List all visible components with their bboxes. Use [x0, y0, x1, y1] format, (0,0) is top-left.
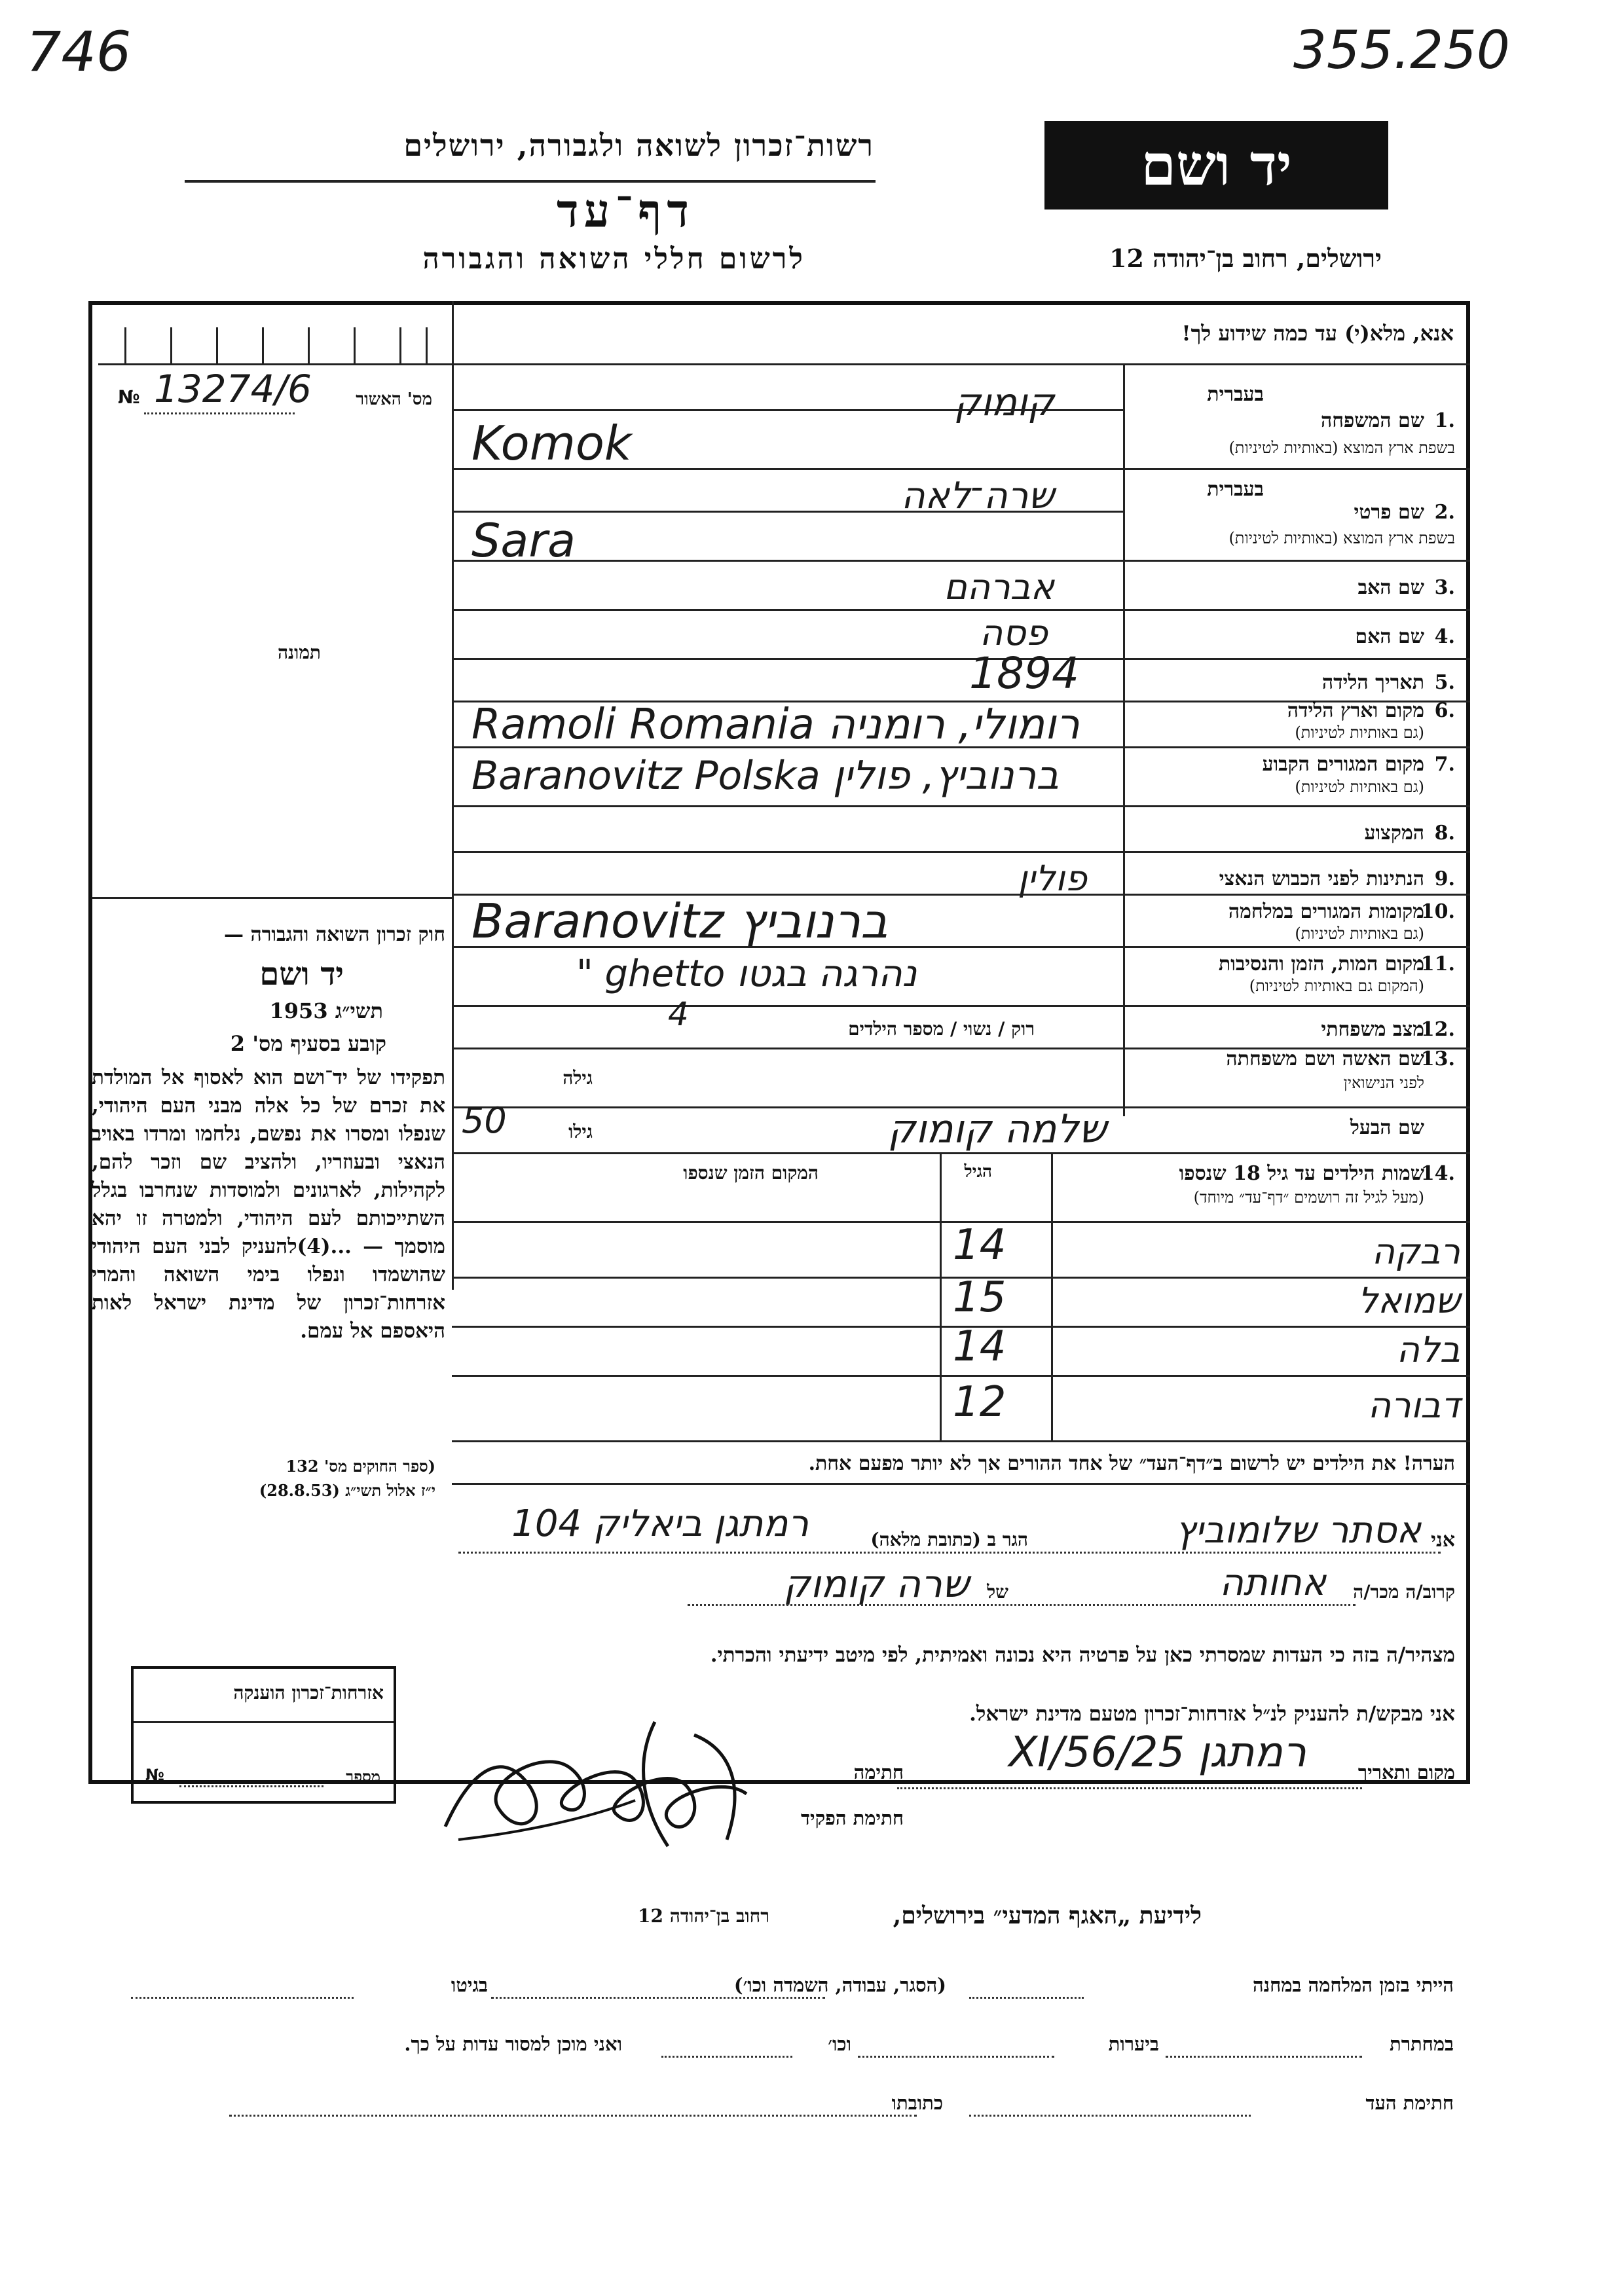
field-6-sub: (גם באותיות לטיניות): [1295, 723, 1424, 742]
field-1-value-hebrew: קומוק: [953, 380, 1054, 424]
field-4-bottom: [452, 658, 1470, 660]
registration-cell: [124, 327, 126, 363]
field-5-label: תאריך הלידה: [1321, 671, 1424, 694]
children-count-value: 4: [668, 995, 689, 1033]
child-row-3-line: [452, 1375, 1470, 1377]
field-11-bottom: [452, 1005, 1470, 1007]
children-table-bottom: [452, 1440, 1470, 1442]
field-7-label: מקום המגורים הקבוע: [1262, 753, 1424, 776]
field-2-number: 2.: [1434, 501, 1455, 524]
field-10-sub: (גם באותיות לטיניות): [1295, 924, 1424, 943]
field-11-label: מקום המות, הזמן והנסיבות: [1218, 953, 1424, 975]
child-4-name: דבורה: [1367, 1385, 1460, 1426]
field-12-label: מצב משפחתי: [1321, 1018, 1424, 1041]
children-age-divider-right: [1051, 1152, 1053, 1440]
field-1-sub: בשפת ארץ המוצא (באותיות לטיניות): [1228, 439, 1455, 457]
institution-address: ירושלים, רחוב בן־יהודה 12: [1109, 244, 1382, 273]
declaration-text: מצהיר/ה בזה כי העדות שמסרתי כאן על פרטיה היא נכונה ואמיתית, לפי מיטב ידיעתי והכרתי.: [710, 1643, 1455, 1667]
field-3-bottom: [452, 609, 1470, 611]
marital-options: רוק / נשוי / מספר הילדים: [848, 1018, 1035, 1040]
authority-underline: [185, 180, 876, 183]
field-10-value: Baranovitz ברנוביץ: [471, 894, 888, 949]
footer-ghetto-line: [131, 1997, 354, 1999]
children-age-divider-left: [940, 1152, 942, 1440]
field-2-hebrew-tag: בעברית: [1207, 478, 1264, 501]
field-3-number: 3.: [1434, 576, 1455, 599]
declarant-of-value: שרה קומוק: [783, 1561, 969, 1606]
registration-dotted-line: [144, 412, 295, 414]
declarant-relative-value: אחותה: [1219, 1561, 1326, 1604]
memorial-citizenship-box: [131, 1666, 396, 1804]
field-7-number: 7.: [1434, 753, 1455, 776]
field-2-value-hebrew: שרה־לאה: [901, 475, 1054, 517]
child-1-age: 14: [953, 1221, 1006, 1269]
stamp-box-title: אזרחות־זכרון הוענקה: [233, 1682, 384, 1704]
footer-camp-types: (הסגר, עבודה, השמדה וכו׳): [733, 1974, 946, 1996]
note-bottom-line: [452, 1483, 1470, 1485]
declarant-line-1: [458, 1552, 1441, 1554]
registration-cells-line: [98, 363, 452, 365]
children-place-header: המקום הזמן שנספו: [683, 1162, 819, 1184]
field-13-number: 13.: [1420, 1048, 1455, 1070]
registration-label: מס' האשור: [356, 390, 432, 409]
authority-name: רשות־זכרון לשואה ולגבורה, ירושלים: [403, 128, 874, 163]
field-7-bottom: [452, 805, 1470, 807]
signature-label: חתימה: [853, 1761, 904, 1783]
official-signature-label: חתימת הפקיד: [801, 1807, 904, 1829]
footer-underground-label: במחתרת: [1390, 2033, 1454, 2055]
field-8-bottom: [452, 851, 1470, 853]
child-2-name: שמואל: [1357, 1280, 1460, 1321]
declarant-ani-label: אני: [1431, 1529, 1455, 1552]
field-8-number: 8.: [1434, 822, 1455, 845]
footer-heading-address: רחוב בן־יהודה 12: [638, 1905, 769, 1927]
field-6-value: Ramoli Romania רומולי, רומניה: [471, 701, 1080, 749]
field-7-value: Baranovitz Polska ברנוביץ, פולין: [471, 753, 1060, 799]
law-source: (ספר החוקים מס' 132: [286, 1457, 435, 1476]
field-2-value-latin: Sara: [471, 514, 576, 568]
field-10-number: 10.: [1420, 900, 1455, 923]
photo-bottom-line: [92, 897, 452, 899]
field-2-bottom: [452, 560, 1470, 562]
page-title: דף־עד: [556, 183, 694, 238]
field-6-number: 6.: [1434, 699, 1455, 722]
field-2-line: [452, 511, 1123, 513]
place-date-line: [897, 1787, 1362, 1789]
footer-camp-types-line: [491, 1997, 825, 1999]
field-9-value: פולין: [1018, 858, 1087, 899]
footer-ghetto-label: בגיטו: [451, 1974, 488, 1996]
field-6-label: מקום וארץ הלידה: [1287, 699, 1424, 722]
registration-cell: [354, 327, 356, 363]
declarant-relative-label: קרוב/ה מכר/ה: [1353, 1581, 1455, 1603]
field-1-label: שם המשפחה: [1320, 409, 1424, 432]
law-source-date: י״ז אלול תשי״ג (28.8.53): [259, 1481, 435, 1500]
law-name: יד ושם: [259, 956, 344, 993]
field-10-bottom: [452, 946, 1470, 948]
stamp-box-number-sign: №: [145, 1766, 164, 1784]
law-year: תשי״ג 1953: [269, 998, 383, 1023]
left-column-divider: [452, 301, 454, 1290]
children-number: 14.: [1420, 1162, 1455, 1185]
field-6-bottom: [452, 746, 1470, 748]
field-13-sub: לפני הנישואין: [1343, 1074, 1424, 1092]
field-9-label: הנתינות לפני הכבוש הנאצי: [1219, 867, 1424, 890]
signature-scribble: [419, 1709, 786, 1859]
registration-number: 13274/6: [154, 367, 312, 411]
field-9-number: 9.: [1434, 867, 1455, 890]
page-subtitle: לרשום חללי השואה והגבורה: [422, 242, 805, 276]
field-12-number: 12.: [1420, 1018, 1455, 1041]
declarant-address-label: הגר ב (כתובת מלאה): [870, 1529, 1028, 1550]
law-clause: קובע בסעיף מס' 2: [230, 1031, 386, 1056]
children-note: הערה! את הילדים יש לרשום ב״דף־העד״ של אחד ההורים אך לא יותר מפעם אחת.: [808, 1452, 1455, 1475]
child-2-age: 15: [953, 1273, 1006, 1322]
child-1-name: רבקה: [1371, 1231, 1460, 1272]
field-11-value: " ghetto נהרגה בגטו: [576, 953, 917, 995]
field-3-value: אברהם: [944, 566, 1054, 608]
instruction-text: אנא, מלא(י) עד כמה שידוע לך!: [1181, 321, 1454, 346]
field-1-bottom: [452, 468, 1470, 470]
request-text: אני מבקש/ת להעניק לנ״ל אזרחות־זכרון מטעם מדינת ישראל.: [969, 1702, 1455, 1726]
field-1-line: [452, 409, 1123, 411]
husband-age-value: 50: [462, 1100, 507, 1141]
field-3-label: שם האב: [1357, 576, 1424, 599]
husband-age-label: גילו: [568, 1121, 593, 1142]
footer-etc-label: וכו׳: [828, 2033, 851, 2055]
footer-witness-signature-line: [969, 2115, 1251, 2117]
field-5-number: 5.: [1434, 671, 1455, 694]
place-date-value: רמתגן 25/XI/56: [1008, 1728, 1306, 1777]
registration-no-sign: №: [118, 386, 140, 408]
husband-name-value: שלמה קומוק: [887, 1106, 1107, 1152]
stamp-box-number-line: [179, 1785, 323, 1787]
child-3-name: בלה: [1396, 1329, 1460, 1370]
field-4-number: 4.: [1434, 625, 1455, 648]
place-date-label: מקום ותאריך: [1357, 1761, 1455, 1783]
field-1-value-latin: Komok: [471, 416, 632, 471]
archive-number-left: 746: [26, 20, 132, 84]
footer-forests-line: [858, 2056, 1054, 2058]
stamp-box-number-label: מספר: [346, 1767, 380, 1786]
registration-cell: [308, 327, 310, 363]
stamp-box-divider: [134, 1721, 394, 1723]
field-11-sub: (המקום גם באותיות לטיניות): [1249, 977, 1424, 995]
law-text: תפקידו של יד־ושם הוא לאסוף אל המולדת את זכרם של כל אלה מבני העם היהודי, שנפלו ומסרו את נפשם, נלחמו ומרדו באויב הנאצי ובעוזריו, ולהציב שם וזכר להם, לקהילות, לארגונים ולמוסדות שנחרבו בגלל השתייכותם לעם היהודי, ולמטרה זו יהא מוסמך — ...(4)להעניק לבני העם היהודי שהושמדו ונפלו בימי השואה והמרי אזרחות־זכרון של מדינת ישראל לאות היאספם אל עמם.: [92, 1066, 445, 1343]
footer-underground-line: [1166, 2056, 1362, 2058]
child-3-age: 14: [953, 1322, 1006, 1371]
wife-age-label: גילה: [563, 1067, 593, 1089]
declarant-line-2: [688, 1604, 1356, 1606]
child-4-age: 12: [953, 1378, 1006, 1427]
instruction-underline: [452, 363, 1470, 365]
footer-address-line: [229, 2115, 917, 2117]
declarant-name-value: אסתר שלומוביץ: [1175, 1509, 1421, 1552]
husband-label: שם הבעל: [1350, 1116, 1424, 1139]
declarant-address-value: רמתגן ביאליק 104: [511, 1503, 809, 1545]
children-sub: (מעל לגיל זה רושמים ״דף־עד״ מיוחד): [1193, 1188, 1424, 1207]
footer-etc-line: [661, 2056, 792, 2058]
field-2-sub: בשפת ארץ המוצא (באותיות לטיניות): [1228, 529, 1455, 547]
field-13-label: שם האשה ושם משפחתה: [1226, 1048, 1424, 1070]
footer-camp-label: הייתי בזמן המלחמה במחנה: [1252, 1974, 1454, 1996]
field-11-number: 11.: [1420, 953, 1455, 975]
field-4-label: שם האם: [1355, 625, 1424, 648]
field-1-hebrew-tag: בעברית: [1207, 383, 1264, 406]
husband-bottom: [452, 1152, 1470, 1154]
children-header: שמות הילדים עד גיל 18 שנספו: [1179, 1162, 1424, 1185]
footer-forests-label: ביערות: [1108, 2033, 1159, 2055]
footer-witness-signature-label: חתימת העד: [1365, 2092, 1454, 2114]
field-2-label: שם פרטי: [1354, 501, 1424, 524]
value-label-divider: [1123, 363, 1125, 1116]
footer-address-label: כתובתו: [891, 2092, 943, 2114]
yad-vashem-logo: יד ושם: [1044, 121, 1388, 210]
footer-testimony-text: ואני מוכן למסור עדות על כך.: [404, 2033, 622, 2055]
registration-cell: [262, 327, 264, 363]
archive-number-right: 355.250: [1293, 20, 1510, 81]
field-10-label: מקומות המגורים במלחמה: [1228, 900, 1424, 923]
field-5-value: 1894: [969, 648, 1079, 699]
children-age-header: הגיל: [964, 1162, 992, 1182]
law-title: חוק זכרון השואה והגבורה —: [224, 923, 445, 946]
photo-label: תמונה: [277, 642, 321, 663]
field-8-label: המקצוע: [1364, 822, 1424, 845]
footer-camp-line: [969, 1997, 1084, 1999]
declarant-of-label: של: [987, 1581, 1008, 1603]
field-4-value: פסה: [979, 612, 1048, 653]
field-1-number: 1.: [1434, 409, 1455, 432]
registration-cell: [399, 327, 401, 363]
registration-cell: [216, 327, 218, 363]
footer-heading: לידיעת „האגף המדעי״ בירושלים,: [893, 1902, 1202, 1929]
registration-cell: [426, 327, 428, 363]
registration-cell: [170, 327, 172, 363]
field-7-sub: (גם באותיות לטיניות): [1295, 778, 1424, 796]
